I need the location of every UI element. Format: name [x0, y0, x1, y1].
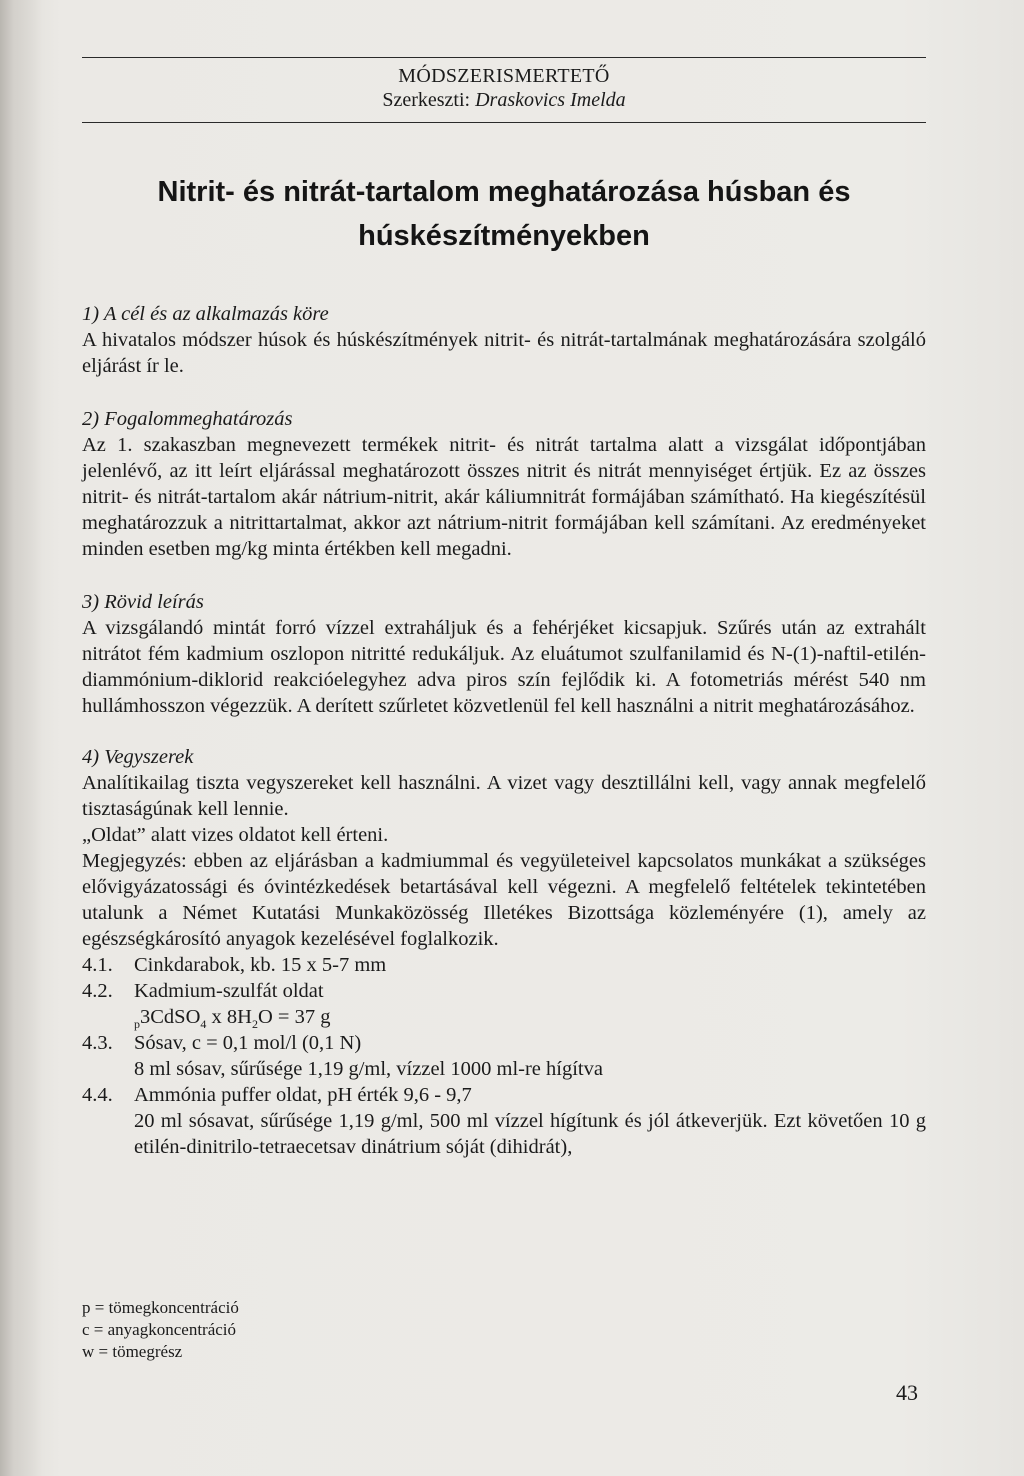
section-1-title: 1) A cél és az alkalmazás köre — [82, 303, 329, 325]
list-number: 4.3. — [82, 1032, 113, 1054]
list-item-4-4 — [82, 1082, 926, 1108]
section-3-text: A vizsgálandó mintát forró vízzel extraháljuk és a fehérjéket kicsapjuk. Szűrés után az extrahált nitrátot fém kadmium oszlopon nitritté redukáljuk. Az eluátumot szulfanilamid és N-(1)-naftil-etilén-diammónium-diklorid reakcióelegyhez adva piros szín fejlődik ki. A fotometriás mérést 540 nm hullámhosszon végezzük. A derített szűrletet közvetlenül fel kell használni a nitrit meghatározásához. — [82, 617, 926, 717]
footnotes — [82, 1297, 239, 1363]
list-text: Ammónia puffer oldat, pH érték 9,6 - 9,7 — [134, 1084, 472, 1106]
list-number: 4.1. — [82, 954, 113, 976]
list-item-4-2 — [82, 978, 926, 1004]
list-item-4-4-detail: 20 ml sósavat, sűrűsége 1,19 g/ml, 500 ml vízzel hígítunk és jól átkeverjük. Ezt követően 10 g etilén-dinitrilo-tetraecetsav dinátrium sóját (dihidrát), — [134, 1110, 926, 1158]
list-number: 4.4. — [82, 1084, 113, 1106]
section-4-title: 4) Vegyszerek — [82, 746, 194, 768]
header-bottom-rule — [82, 122, 926, 123]
formula-prefix: p — [134, 1017, 140, 1032]
list-text: Cinkdarabok, kb. 15 x 5-7 mm — [134, 954, 387, 976]
list-item-4-3-detail: 8 ml sósav, sűrűsége 1,19 g/ml, vízzel 1000 ml-re hígítva — [134, 1058, 603, 1080]
editor-line — [82, 88, 926, 112]
section-heading: MÓDSZERISMERTETŐ — [398, 65, 610, 87]
section-2-text: Az 1. szakaszban megnevezett termékek nitrit- és nitrát tartalma alatt a vizsgálat időpontjában jelenlévő, az itt leírt eljárással meghatározott összes nitrit és nitrát mennyiséget értjük. Ez az összes nitrit- és nitrát-tartalom akár nátrium-nitrit, akár káliumnitrát formájában számítható. Ha kiegészítésül meghatározzuk a nitrittartalmat, akkor azt nátrium-nitrit formájában kell számítani. Az eredményeket minden esetben mg/kg minta értékben kell megadni. — [82, 434, 926, 560]
section-4-note: Megjegyzés: ebben az eljárásban a kadmiummal és vegyületeivel kapcsolatos munkákat a szükséges elővigyázatossági és óvintézkedések betartásával kell végezni. A megfelelő feltételek tekintetében utalunk a Német Kutatási Munkaközösség Illetékes Bizottsága közleményére (1), amely az egészségkárosító anyagok kezelésével foglalkozik. — [82, 850, 926, 950]
list-number: 4.2. — [82, 980, 113, 1002]
list-item-4-3 — [82, 1030, 926, 1056]
section-1-text: A hivatalos módszer húsok és húskészítmények nitrit- és nitrát-tartalmának meghatározására szolgáló eljárást ír le. — [82, 329, 926, 377]
article-title — [82, 170, 926, 258]
running-header — [82, 64, 926, 112]
header-top-rule — [82, 57, 926, 58]
list-text: Sósav, c = 0,1 mol/l (0,1 N) — [134, 1032, 362, 1054]
list-text: Kadmium-szulfát oldat — [134, 980, 324, 1002]
editor-name: Draskovics Imelda — [475, 89, 626, 111]
binding-shadow — [0, 0, 42, 1476]
section-3-title: 3) Rövid leírás — [82, 591, 204, 613]
editor-label: Szerkeszti: — [382, 89, 471, 111]
section-4-text-2: „Oldat” alatt vizes oldatot kell érteni. — [82, 824, 389, 846]
title-line-2: húskészítményekben — [358, 220, 650, 252]
page-number: 43 — [896, 1380, 918, 1405]
footnote-w: w = tömegrész — [82, 1342, 183, 1361]
footnote-p: p = tömegkoncentráció — [82, 1298, 239, 1317]
list-item-4-1 — [82, 952, 926, 978]
footnote-c: c = anyagkoncentráció — [82, 1320, 237, 1339]
formula-cadmium-sulfate: $_p$3CdSO$_4$ x $8H_2O = 37$ g — [134, 1006, 331, 1032]
title-line-1: Nitrit- és nitrát-tartalom meghatározása húsban és — [157, 176, 851, 208]
section-4-text-1: Analítikailag tiszta vegyszereket kell használni. A vizet vagy desztillálni kell, vagy annak megfelelő tisztaságúnak kell lennie. — [82, 772, 926, 820]
article-body — [82, 301, 926, 1160]
section-2-title: 2) Fogalommeghatározás — [82, 408, 293, 430]
